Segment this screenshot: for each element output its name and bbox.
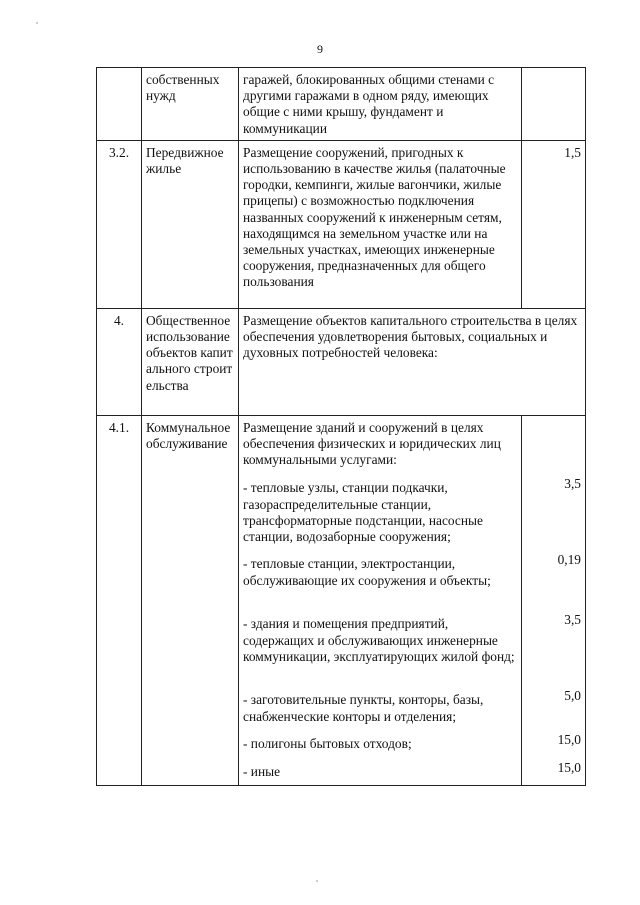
- list-item: - заготовительные пункты, конторы, базы, снабженческие конторы и отделения;: [243, 692, 484, 724]
- list-item-value: 5,0: [564, 687, 581, 703]
- scan-speck: [316, 880, 318, 882]
- row-number: 3.2.: [97, 140, 142, 308]
- list-item: - тепловые станции, электростанции, обслуживающие их сооружения и объекты;: [243, 556, 491, 588]
- table-row: [97, 140, 586, 308]
- row-description-cell: [239, 415, 522, 786]
- row-number: 4.1.: [97, 415, 142, 786]
- list-item: - полигоны бытовых отходов;: [243, 736, 412, 752]
- table-row: [97, 308, 586, 415]
- land-use-table: [96, 67, 586, 786]
- list-item: - тепловые узлы, станции подкачки, газораспределительные станции, трансформаторные подстанции, насосные станции, водозаборные сооружения;: [243, 480, 483, 545]
- page-number: 9: [317, 42, 323, 56]
- row-description: Размещение сооружений, пригодных к использованию в качестве жилья (палаточные городки, кемпинги, жилые вагончики, жилые прицепы) с возможностью подключения названных сооружений к инженерным сетям, находящимся на земельном участке или на земельных участках, имеющих инженерные сооружения, предназначенных для общего пользования: [239, 140, 522, 308]
- list-item: - здания и помещения предприятий, содержащих и обслуживающих инженерные коммуникации, эксплуатирующих жилой фонд;: [243, 616, 515, 664]
- list-item-value: 15,0: [557, 731, 581, 747]
- scan-speck: [36, 22, 38, 24]
- list-item-value: 15,0: [557, 759, 581, 775]
- row-name: Передвижное жилье: [142, 140, 239, 308]
- row-number: [97, 68, 142, 141]
- list-item-value: 3,5: [564, 611, 581, 627]
- row-intro: Размещение зданий и сооружений в целях обеспечения физических и юридических лиц коммунальными услугами:: [243, 419, 501, 468]
- row-description: гаражей, блокированных общими стенами с другими гаражами в одном ряду, имеющих общие с ними крышу, фундамент и коммуникации: [239, 68, 522, 141]
- row-value: 1,5: [522, 140, 586, 308]
- row-value-cell: [522, 415, 586, 786]
- table-row: [97, 415, 586, 786]
- row-name: собственных нужд: [142, 68, 239, 141]
- row-number: 4.: [97, 308, 142, 415]
- table-row: [97, 68, 586, 141]
- list-item-value: 0,19: [557, 551, 581, 567]
- row-name: Общественное использование объектов капитального строительства: [142, 308, 239, 415]
- list-item-value: 3,5: [564, 475, 581, 491]
- row-name: Коммунальное обслуживание: [142, 415, 239, 786]
- row-value: [522, 68, 586, 141]
- row-description: Размещение объектов капитального строительства в целях обеспечения удовлетворения бытовых, социальных и духовных потребностей человека:: [239, 308, 586, 415]
- list-item: - иные: [243, 764, 281, 780]
